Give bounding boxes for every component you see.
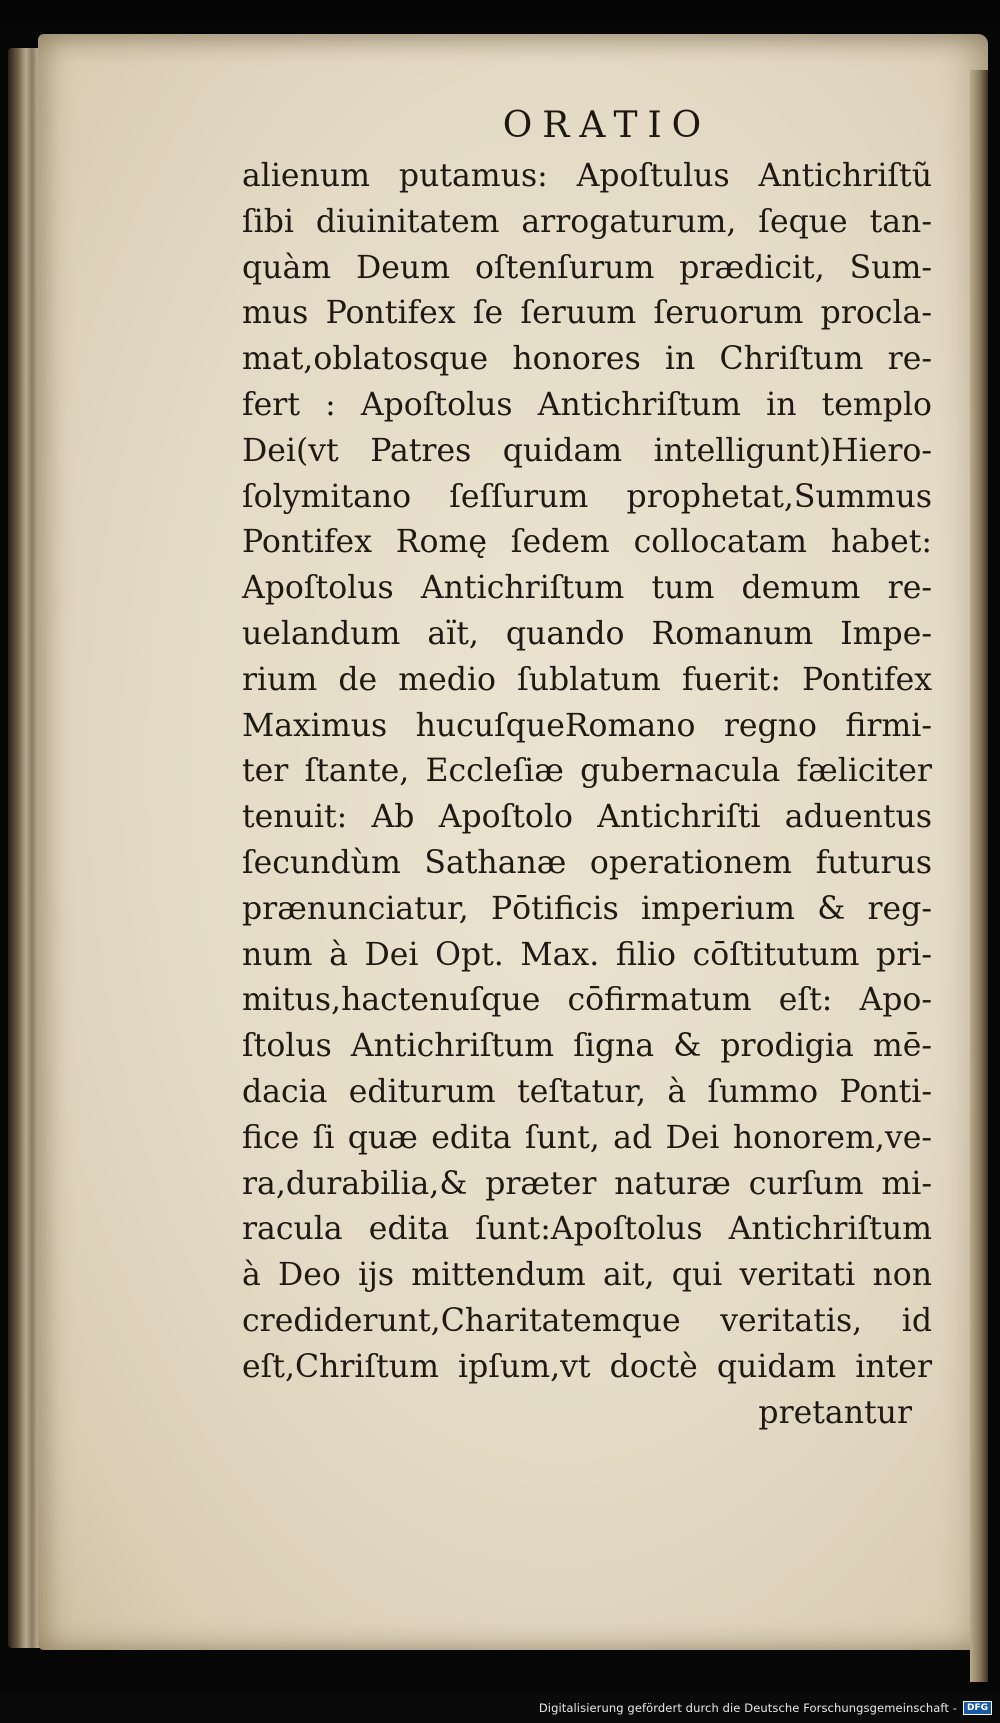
text-line: crediderunt,Charitatemque veritatis, id [242,1302,932,1339]
digitization-footer [0,1693,1000,1723]
text-line: mat,oblatosque honores in Chriſtum re- [242,341,932,378]
page-text-block [242,100,932,1436]
text-line: à Deo ijs mittendum ait, qui veritati non [242,1257,932,1294]
text-line: mitus,hactenuſque cōfirmatum eſt: Apo- [242,982,932,1019]
catchword: pretantur [758,1394,912,1431]
text-line: ſolymitano ſeſſurum prophetat,Summus [242,478,932,515]
text-line: ſibi diuinitatem arrogaturum, ſeque tan- [242,203,932,240]
text-line: ra,durabilia,& præter naturæ curſum mi- [242,1165,932,1202]
text-line: Dei(vt Patres quidam intelligunt)Hiero- [242,432,932,469]
text-line: uelandum aït, quando Romanum Impe- [242,615,932,652]
text-line: dacia editurum teſtatur, à ſummo Ponti- [242,1073,932,1110]
funding-credit: Digitalisierung gefördert durch die Deutsche Forschungsgemeinschaft - [538,1701,957,1715]
page-right-edge [970,70,988,1682]
text-line: tenuit: Ab Apoſtolo Antichriſti aduentus [242,799,932,836]
text-line: Maximus hucuſqueRomano regno firmi- [242,707,932,744]
text-line: fert : Apoſtolus Antichriſtum in templo [242,386,932,423]
text-line: Pontifex Romę ſedem collocatam habet: [242,524,932,561]
text-line: prænunciatur, Pōtificis imperium & reg- [242,890,932,927]
text-line: ſecundùm Sathanæ operationem futurus [242,844,932,881]
text-line: Apoſtolus Antichriſtum tum demum re- [242,570,932,607]
page-running-header: ORATIO [502,105,712,146]
scan-border-top [0,0,1000,30]
dfg-logo[interactable]: DFG [963,1701,992,1715]
text-line: fice ſi quæ edita ſunt, ad Dei honorem,ve- [242,1119,932,1156]
text-line: racula edita ſunt:Apoſtolus Antichriſtum [242,1211,932,1248]
text-line: eſt,Chriſtum ipſum,vt doctè quidam inter [242,1348,932,1385]
text-line: ſtolus Antichriſtum ſigna & prodigia mē- [242,1028,932,1065]
text-line: alienum putamus: Apoſtulus Antichriſtũ [242,158,932,194]
text-line: num à Dei Opt. Max. filio cōſtitutum pri- [242,936,932,973]
text-line: rium de medio ſublatum fuerit: Pontifex [242,661,932,698]
text-line: quàm Deum oſtenſurum prædicit, Sum- [242,249,932,286]
text-line: ter ſtante, Eccleſiæ gubernacula fæliciter [242,753,932,790]
text-lines [242,154,932,1436]
text-line: mus Pontifex ſe ſeruum ſeruorum procla- [242,295,932,332]
